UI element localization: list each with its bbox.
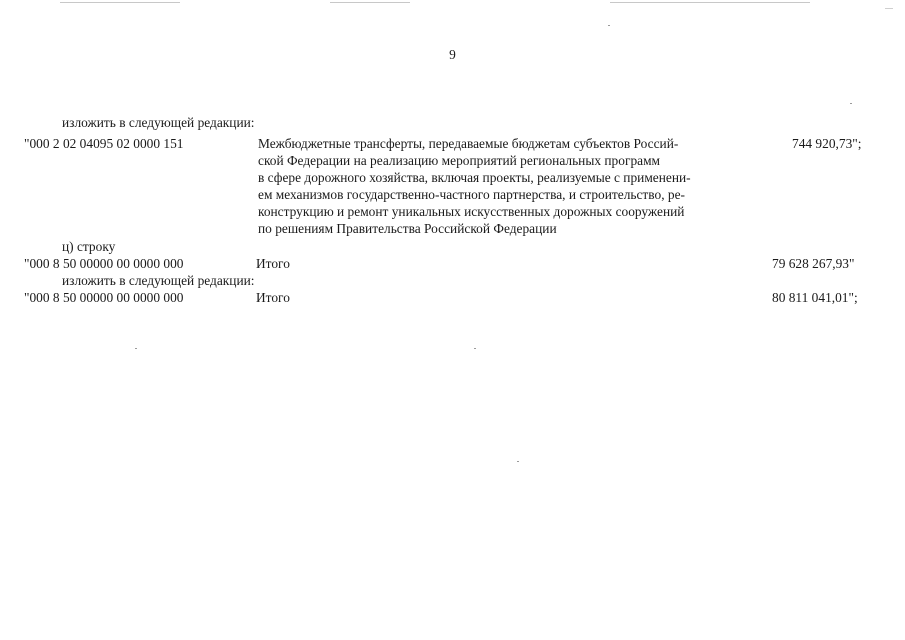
scan-speck [474, 348, 476, 349]
block2-amount: 79 628 267,93" [772, 256, 855, 271]
description-line: по решениям Правительства Российской Федерации [258, 221, 557, 236]
description-line: в сфере дорожного хозяйства, включая проекты, реализуемые с применени- [258, 170, 691, 185]
scan-speck [517, 461, 519, 462]
block3-amount: 80 811 041,01"; [772, 290, 858, 305]
block1-intro: изложить в следующей редакции: [62, 115, 255, 130]
description-line: конструкцию и ремонт уникальных искусственных дорожных сооружений [258, 204, 685, 219]
block2-code: "000 8 50 00000 00 0000 000 [24, 256, 184, 271]
block1-amount: 744 920,73"; [792, 136, 862, 151]
description-line: ем механизмов государственно-частного партнерства, и строительство, ре- [258, 187, 685, 202]
scan-speck [885, 8, 893, 9]
block3-label: Итого [256, 290, 290, 305]
scan-artifact [60, 2, 180, 3]
description-line: ской Федерации на реализацию мероприятий региональных программ [258, 153, 661, 168]
description-line: Межбюджетные трансферты, передаваемые бюджетам субъектов Россий- [258, 136, 679, 151]
scan-speck [608, 25, 610, 26]
page-number: 9 [449, 47, 456, 62]
block2-intro: ц) строку [62, 239, 116, 254]
scan-artifact [330, 2, 410, 3]
block3-intro: изложить в следующей редакции: [62, 273, 255, 288]
scan-speck [135, 348, 137, 349]
block2-label: Итого [256, 256, 290, 271]
block1-code: "000 2 02 04095 02 0000 151 [24, 136, 184, 151]
scan-artifact [610, 2, 810, 3]
block1-description [258, 135, 758, 237]
scan-speck [850, 103, 852, 104]
block3-code: "000 8 50 00000 00 0000 000 [24, 290, 184, 305]
